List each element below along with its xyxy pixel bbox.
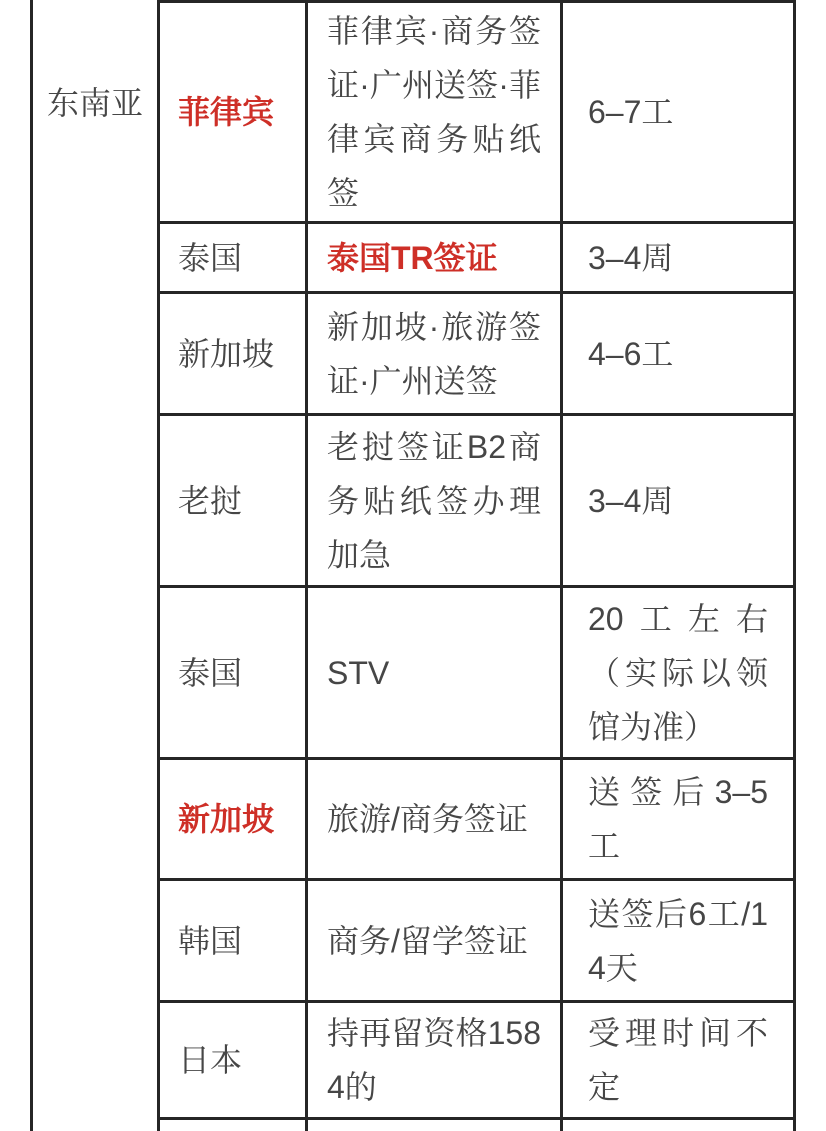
region-label: 东南亚	[47, 85, 144, 121]
visa-type-cell: 新加坡·旅游签证·广州送签	[307, 293, 562, 415]
visa-processing-table	[30, 0, 796, 1131]
country-cell: 泰国	[159, 587, 307, 759]
processing-time-cell	[562, 1119, 795, 1131]
visa-type-cell: STV	[307, 587, 562, 759]
visa-type-cell: 持再留资格1584的	[307, 1002, 562, 1119]
processing-time-cell: 6–7工	[562, 2, 795, 223]
country-cell: 新加坡	[159, 293, 307, 415]
country-cell: 老挝	[159, 415, 307, 587]
processing-time-cell: 送签后6工/14天	[562, 880, 795, 1002]
region-cell	[32, 0, 159, 1131]
visa-type-cell: 商务/留学签证	[307, 880, 562, 1002]
processing-time-cell: 4–6工	[562, 293, 795, 415]
processing-time-cell: 3–4周	[562, 415, 795, 587]
country-cell	[159, 1119, 307, 1131]
visa-type-cell: 老挝签证B2商务贴纸签办理加急	[307, 415, 562, 587]
visa-type-cell: 泰国TR签证	[307, 223, 562, 293]
processing-time-cell: 受理时间不定	[562, 1002, 795, 1119]
processing-time-cell: 20工左右（实际以领馆为准）	[562, 587, 795, 759]
country-cell: 日本	[159, 1002, 307, 1119]
processing-time-cell: 3–4周	[562, 223, 795, 293]
processing-time-cell: 送签后3–5工	[562, 759, 795, 880]
visa-type-cell	[307, 1119, 562, 1131]
country-cell: 菲律宾	[159, 2, 307, 223]
country-cell: 韩国	[159, 880, 307, 1002]
country-cell: 泰国	[159, 223, 307, 293]
country-cell: 新加坡	[159, 759, 307, 880]
visa-type-cell: 旅游/商务签证	[307, 759, 562, 880]
visa-type-cell: 菲律宾·商务签证·广州送签·菲律宾商务贴纸签	[307, 2, 562, 223]
